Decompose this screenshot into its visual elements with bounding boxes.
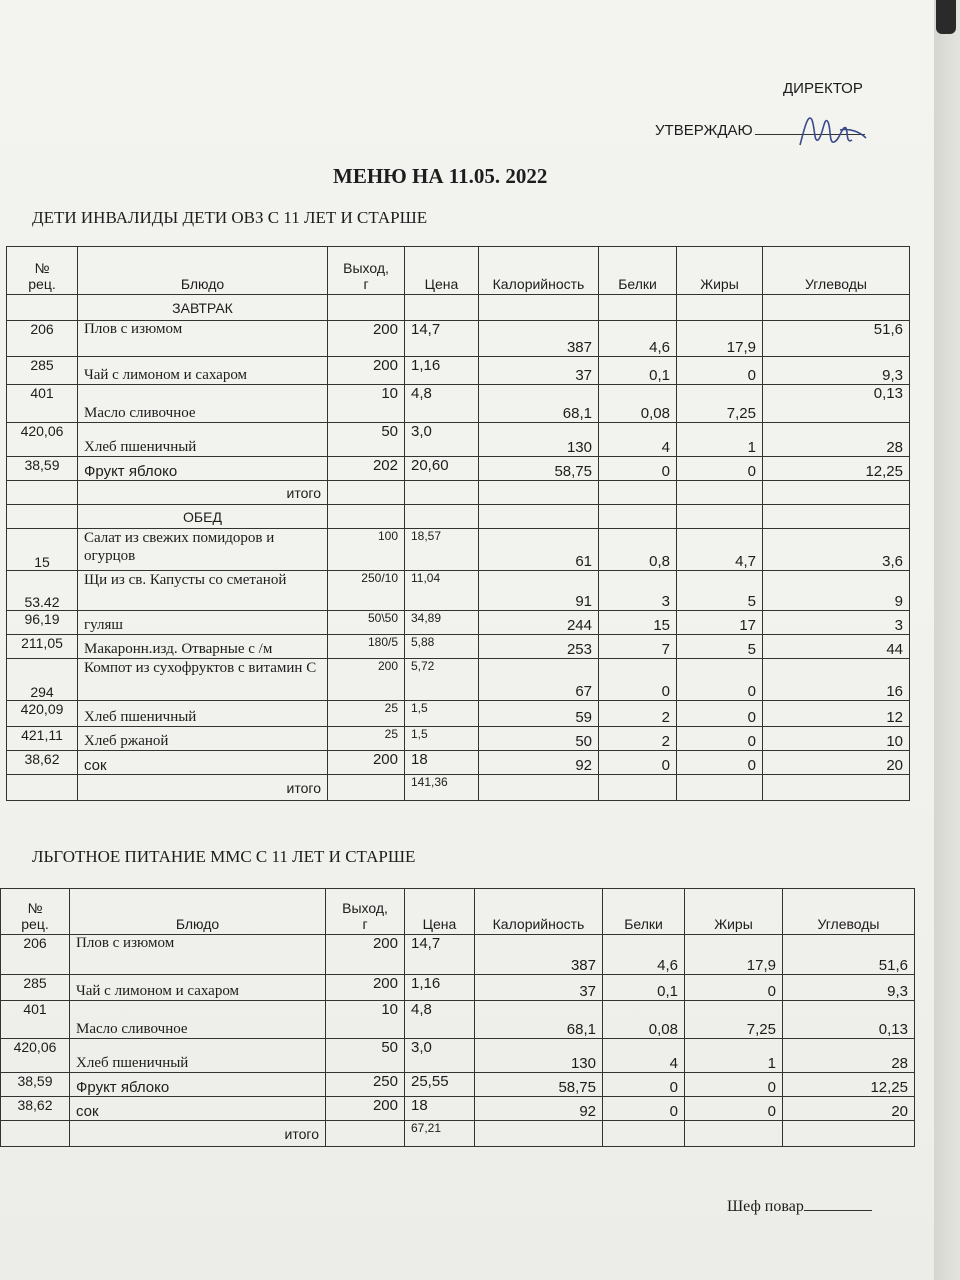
price-cell: 18,57	[405, 529, 479, 571]
recipe-number: 285	[1, 975, 70, 1001]
total-price: 141,36	[405, 775, 479, 801]
lunch-section	[7, 505, 910, 529]
price-cell: 20,60	[405, 457, 479, 481]
price-cell: 5,72	[405, 659, 479, 701]
col-yield-label: Выход,	[343, 260, 389, 276]
empty-cell	[677, 481, 763, 505]
price-cell: 1,5	[405, 701, 479, 727]
col-kcal: Калорийность	[475, 889, 603, 935]
carbs-cell: 0,13	[763, 385, 910, 423]
carbs-cell: 51,6	[783, 935, 915, 975]
price-cell: 11,04	[405, 571, 479, 611]
recipe-number: 294	[7, 659, 78, 701]
director-signature	[790, 100, 870, 160]
col-num-label: №	[27, 900, 43, 916]
breakfast-total	[7, 481, 910, 505]
carbs-cell: 28	[763, 423, 910, 457]
menu-table-1	[6, 246, 910, 801]
table-row	[7, 529, 910, 571]
protein-cell: 2	[599, 701, 677, 727]
protein-cell: 0	[599, 659, 677, 701]
empty-cell	[328, 481, 405, 505]
protein-cell: 15	[599, 611, 677, 635]
kcal-cell: 387	[479, 321, 599, 357]
recipe-number: 38,62	[1, 1097, 70, 1121]
empty-cell	[7, 775, 78, 801]
total-price	[405, 505, 479, 529]
col-rec-label: рец.	[28, 276, 56, 292]
recipe-number: 15	[7, 529, 78, 571]
col-num-label: №	[34, 260, 50, 276]
kcal-cell: 59	[479, 701, 599, 727]
fat-cell: 5	[677, 635, 763, 659]
carbs-cell: 9,3	[783, 975, 915, 1001]
yield-cell: 250/10	[328, 571, 405, 611]
protein-cell: 0,8	[599, 529, 677, 571]
price-cell: 4,8	[405, 1001, 475, 1039]
yield-cell: 200	[326, 935, 405, 975]
fat-cell: 1	[677, 423, 763, 457]
carbs-cell: 0,13	[783, 1001, 915, 1039]
breakfast-section	[7, 295, 910, 321]
carbs-cell: 16	[763, 659, 910, 701]
table-row	[7, 611, 910, 635]
col-yield	[328, 247, 405, 295]
dish-name: Хлеб пшеничный	[70, 1039, 326, 1073]
col-fat: Жиры	[685, 889, 783, 935]
recipe-number: 211,05	[7, 635, 78, 659]
col-yield-label: Выход,	[342, 900, 388, 916]
recipe-number: 421,11	[7, 727, 78, 751]
recipe-number: 420,09	[7, 701, 78, 727]
price-cell: 1,16	[405, 357, 479, 385]
chef-signature-line	[804, 1210, 872, 1211]
fat-cell: 0	[677, 701, 763, 727]
yield-cell: 180/5	[328, 635, 405, 659]
recipe-number: 420,06	[1, 1039, 70, 1073]
fat-cell: 0	[685, 1097, 783, 1121]
empty-cell	[328, 775, 405, 801]
kcal-cell: 58,75	[475, 1073, 603, 1097]
col-kcal: Калорийность	[479, 247, 599, 295]
price-cell: 4,8	[405, 385, 479, 423]
lunch-total-label: итого	[78, 775, 328, 801]
kcal-cell: 68,1	[479, 385, 599, 423]
table-row	[1, 1001, 915, 1039]
kcal-cell: 253	[479, 635, 599, 659]
dish-name: Салат из свежих помидоров и огурцов	[78, 529, 328, 571]
recipe-number: 401	[7, 385, 78, 423]
carbs-cell: 10	[763, 727, 910, 751]
price-cell: 18	[405, 751, 479, 775]
protein-cell: 0	[603, 1073, 685, 1097]
total-price: 67,21	[405, 1121, 475, 1147]
table-row	[1, 1039, 915, 1073]
chef-label: Шеф повар	[727, 1198, 804, 1215]
dish-name: сок	[78, 751, 328, 775]
empty-cell	[326, 1121, 405, 1147]
breakfast-section-label: ЗАВТРАК	[78, 295, 328, 321]
empty-cell	[763, 481, 910, 505]
yield-cell: 10	[326, 1001, 405, 1039]
protein-cell: 4,6	[599, 321, 677, 357]
protein-cell: 0	[599, 751, 677, 775]
kcal-cell: 37	[475, 975, 603, 1001]
kcal-cell: 67	[479, 659, 599, 701]
protein-cell: 4	[603, 1039, 685, 1073]
yield-cell: 25	[328, 701, 405, 727]
carbs-cell: 3	[763, 611, 910, 635]
recipe-number: 38,59	[1, 1073, 70, 1097]
section2-title: ЛЬГОТНОЕ ПИТАНИЕ ММС С 11 ЛЕТ И СТАРШЕ	[32, 847, 416, 866]
fat-cell: 5	[677, 571, 763, 611]
table-row	[7, 457, 910, 481]
table-row	[1, 975, 915, 1001]
yield-cell: 200	[328, 357, 405, 385]
table-row	[7, 659, 910, 701]
recipe-number: 96,19	[7, 611, 78, 635]
yield-cell: 50\50	[328, 611, 405, 635]
empty-cell	[783, 1121, 915, 1147]
dish-name: Плов с изюмом	[70, 935, 326, 975]
col-dish: Блюдо	[78, 247, 328, 295]
empty-cell	[7, 295, 78, 321]
col-protein: Белки	[603, 889, 685, 935]
col-dish: Блюдо	[70, 889, 326, 935]
empty-cell	[7, 481, 78, 505]
protein-cell: 4,6	[603, 935, 685, 975]
price-cell: 3,0	[405, 1039, 475, 1073]
empty-cell	[479, 481, 599, 505]
empty-cell	[328, 505, 405, 529]
empty-cell	[763, 295, 910, 321]
dish-name: Хлеб пшеничный	[78, 701, 328, 727]
yield-cell: 50	[326, 1039, 405, 1073]
dish-name: Чай с лимоном и сахаром	[70, 975, 326, 1001]
table-row	[7, 727, 910, 751]
fat-cell: 0	[677, 457, 763, 481]
kcal-cell: 387	[475, 935, 603, 975]
col-rec-label: рец.	[21, 916, 49, 932]
protein-cell: 2	[599, 727, 677, 751]
protein-cell: 7	[599, 635, 677, 659]
empty-cell	[677, 295, 763, 321]
kcal-cell: 244	[479, 611, 599, 635]
carbs-cell: 12	[763, 701, 910, 727]
kcal-cell: 68,1	[475, 1001, 603, 1039]
fat-cell: 0	[677, 751, 763, 775]
fat-cell: 17,9	[677, 321, 763, 357]
kcal-cell: 92	[475, 1097, 603, 1121]
yield-cell: 10	[328, 385, 405, 423]
dish-name: сок	[70, 1097, 326, 1121]
dish-name: гуляш	[78, 611, 328, 635]
protein-cell: 0,1	[603, 975, 685, 1001]
empty-cell	[763, 775, 910, 801]
kcal-cell: 130	[479, 423, 599, 457]
yield-cell: 200	[326, 975, 405, 1001]
protein-cell: 0	[599, 457, 677, 481]
table-row	[7, 423, 910, 457]
dish-name: Плов с изюмом	[78, 321, 328, 357]
price-cell: 18	[405, 1097, 475, 1121]
recipe-number: 53.42	[7, 571, 78, 611]
recipe-number: 285	[7, 357, 78, 385]
price-cell: 14,7	[405, 321, 479, 357]
table-row	[7, 571, 910, 611]
protein-cell: 0,08	[599, 385, 677, 423]
empty-cell	[599, 295, 677, 321]
empty-cell	[1, 1121, 70, 1147]
yield-cell: 200	[328, 321, 405, 357]
empty-cell	[677, 505, 763, 529]
fat-cell: 0	[677, 727, 763, 751]
dish-name: Хлеб пшеничный	[78, 423, 328, 457]
col-price: Цена	[405, 247, 479, 295]
total-price	[405, 481, 479, 505]
section2-total	[1, 1121, 915, 1147]
empty-cell	[328, 295, 405, 321]
col-yield	[326, 889, 405, 935]
empty-cell	[763, 505, 910, 529]
price-cell: 5,88	[405, 635, 479, 659]
dish-name: Макаронн.изд. Отварные с /м	[78, 635, 328, 659]
page-title: МЕНЮ НА 11.05. 2022	[333, 164, 548, 188]
protein-cell: 0,08	[603, 1001, 685, 1039]
director-label: ДИРЕКТОР	[783, 80, 863, 97]
empty-cell	[599, 481, 677, 505]
table-row	[1, 935, 915, 975]
table-row	[1, 1097, 915, 1121]
col-rec	[1, 889, 70, 935]
yield-cell: 100	[328, 529, 405, 571]
carbs-cell: 12,25	[783, 1073, 915, 1097]
empty-cell	[685, 1121, 783, 1147]
fat-cell: 17,9	[685, 935, 783, 975]
table-row	[7, 701, 910, 727]
table-row	[1, 1073, 915, 1097]
dish-name: Хлеб ржаной	[78, 727, 328, 751]
chef-signature	[727, 1198, 872, 1216]
page-edge	[934, 0, 960, 1280]
table-row	[7, 635, 910, 659]
col-carbs: Углеводы	[783, 889, 915, 935]
dish-name: Масло сливочное	[78, 385, 328, 423]
empty-cell	[677, 775, 763, 801]
dish-name: Компот из сухофруктов с витамин С	[78, 659, 328, 701]
lunch-section-label: ОБЕД	[78, 505, 328, 529]
yield-cell: 25	[328, 727, 405, 751]
section2-total-label: итого	[70, 1121, 326, 1147]
price-cell: 1,5	[405, 727, 479, 751]
table-row	[7, 321, 910, 357]
kcal-cell: 61	[479, 529, 599, 571]
kcal-cell: 58,75	[479, 457, 599, 481]
col-protein: Белки	[599, 247, 677, 295]
price-cell: 3,0	[405, 423, 479, 457]
col-yield-unit: г	[363, 276, 369, 292]
carbs-cell: 28	[783, 1039, 915, 1073]
carbs-cell: 12,25	[763, 457, 910, 481]
price-cell: 1,16	[405, 975, 475, 1001]
table-row	[7, 385, 910, 423]
empty-cell	[7, 505, 78, 529]
kcal-cell: 130	[475, 1039, 603, 1073]
carbs-cell: 9	[763, 571, 910, 611]
fat-cell: 0	[685, 975, 783, 1001]
table-header-row	[7, 247, 910, 295]
protein-cell: 4	[599, 423, 677, 457]
lunch-total	[7, 775, 910, 801]
carbs-cell: 9,3	[763, 357, 910, 385]
col-carbs: Углеводы	[763, 247, 910, 295]
empty-cell	[603, 1121, 685, 1147]
fat-cell: 0	[685, 1073, 783, 1097]
price-cell: 14,7	[405, 935, 475, 975]
carbs-cell: 44	[763, 635, 910, 659]
carbs-cell: 3,6	[763, 529, 910, 571]
recipe-number: 206	[1, 935, 70, 975]
menu-table-2	[0, 888, 915, 1147]
fat-cell: 1	[685, 1039, 783, 1073]
col-yield-unit: г	[362, 916, 368, 932]
yield-cell: 250	[326, 1073, 405, 1097]
carbs-cell: 20	[763, 751, 910, 775]
fat-cell: 0	[677, 357, 763, 385]
yield-cell: 200	[328, 751, 405, 775]
breakfast-total-label: итого	[78, 481, 328, 505]
kcal-cell: 50	[479, 727, 599, 751]
recipe-number: 38,62	[7, 751, 78, 775]
recipe-number: 206	[7, 321, 78, 357]
table-row	[7, 751, 910, 775]
fat-cell: 17	[677, 611, 763, 635]
approve-text: УТВЕРЖДАЮ	[655, 122, 753, 139]
kcal-cell: 37	[479, 357, 599, 385]
kcal-cell: 91	[479, 571, 599, 611]
corner-mark	[936, 0, 956, 34]
col-price: Цена	[405, 889, 475, 935]
yield-cell: 200	[326, 1097, 405, 1121]
col-rec	[7, 247, 78, 295]
empty-cell	[599, 775, 677, 801]
total-price	[405, 295, 479, 321]
yield-cell: 200	[328, 659, 405, 701]
empty-cell	[479, 775, 599, 801]
dish-name: Масло сливочное	[70, 1001, 326, 1039]
empty-cell	[599, 505, 677, 529]
dish-name: Чай с лимоном и сахаром	[78, 357, 328, 385]
price-cell: 34,89	[405, 611, 479, 635]
price-cell: 25,55	[405, 1073, 475, 1097]
recipe-number: 420,06	[7, 423, 78, 457]
fat-cell: 4,7	[677, 529, 763, 571]
section1-title: ДЕТИ ИНВАЛИДЫ ДЕТИ ОВЗ С 11 ЛЕТ И СТАРШЕ	[32, 208, 428, 227]
empty-cell	[479, 295, 599, 321]
dish-name: Фрукт яблоко	[78, 457, 328, 481]
carbs-cell: 51,6	[763, 321, 910, 357]
kcal-cell: 92	[479, 751, 599, 775]
dish-name: Щи из св. Капусты со сметаной	[78, 571, 328, 611]
yield-cell: 50	[328, 423, 405, 457]
recipe-number: 38,59	[7, 457, 78, 481]
protein-cell: 0,1	[599, 357, 677, 385]
table-header-row	[1, 889, 915, 935]
protein-cell: 0	[603, 1097, 685, 1121]
recipe-number: 401	[1, 1001, 70, 1039]
empty-cell	[475, 1121, 603, 1147]
dish-name: Фрукт яблоко	[70, 1073, 326, 1097]
yield-cell: 202	[328, 457, 405, 481]
col-fat: Жиры	[677, 247, 763, 295]
carbs-cell: 20	[783, 1097, 915, 1121]
fat-cell: 7,25	[685, 1001, 783, 1039]
fat-cell: 7,25	[677, 385, 763, 423]
table-row	[7, 357, 910, 385]
protein-cell: 3	[599, 571, 677, 611]
empty-cell	[479, 505, 599, 529]
fat-cell: 0	[677, 659, 763, 701]
